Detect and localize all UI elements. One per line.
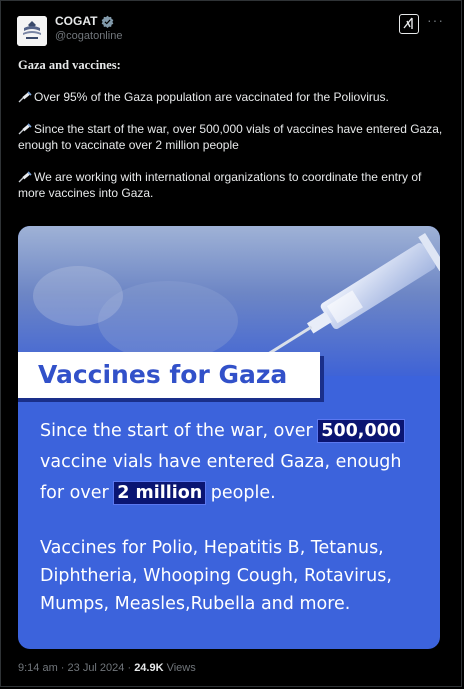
syringe-icon (18, 171, 32, 183)
grok-glyph-icon (400, 15, 417, 32)
tweet-meta (18, 662, 196, 674)
tweet-text (18, 57, 448, 201)
card-text: Since the start of the war, over (40, 421, 319, 441)
account-name[interactable]: COGAT (55, 14, 98, 28)
media-card[interactable] (18, 226, 440, 649)
highlight-500000: 500,000 (318, 420, 404, 442)
tweet-heading: Gaza and vaccines: (18, 58, 121, 72)
cogat-logo-icon (17, 16, 47, 46)
more-icon[interactable]: ··· (427, 12, 444, 28)
highlight-2-million: 2 million (114, 482, 205, 504)
syringe-icon (18, 91, 32, 103)
account-name-row[interactable] (55, 14, 114, 28)
tweet-paragraph (18, 89, 448, 105)
card-text: vaccine vials have entered Gaza, enough for over (40, 452, 402, 503)
card-text: people. (205, 483, 276, 503)
tweet-timestamp[interactable]: 9:14 am · 23 Jul 2024 · (18, 662, 135, 674)
card-body-stat (40, 416, 430, 509)
tweet-bullet-text: Since the start of the war, over 500,000 vials of vaccines have entered Gaza, enough to vaccinate over 2 million people (18, 122, 443, 152)
card-body-vaccine-list: Vaccines for Polio, Hepatitis B, Tetanus, Diphtheria, Whooping Cough, Rotavirus, Mumps, Measles,Rubella and more. (40, 538, 392, 614)
tweet-paragraph (18, 169, 448, 201)
account-handle[interactable]: @cogatonline (55, 30, 123, 42)
verified-badge-icon (101, 15, 114, 28)
card-title: Vaccines for Gaza (38, 360, 288, 389)
tweet-bullet-text: We are working with international organizations to coordinate the entry of more vaccines into Gaza. (18, 170, 422, 200)
tweet-paragraph (18, 121, 448, 153)
views-label: Views (163, 662, 196, 674)
syringe-icon (18, 123, 32, 135)
tweet-bullet-text: Over 95% of the Gaza population are vaccinated for the Poliovirus. (34, 90, 389, 104)
avatar[interactable] (17, 16, 47, 46)
grok-icon[interactable] (399, 14, 419, 34)
views-count[interactable]: 24.9K (134, 662, 164, 674)
